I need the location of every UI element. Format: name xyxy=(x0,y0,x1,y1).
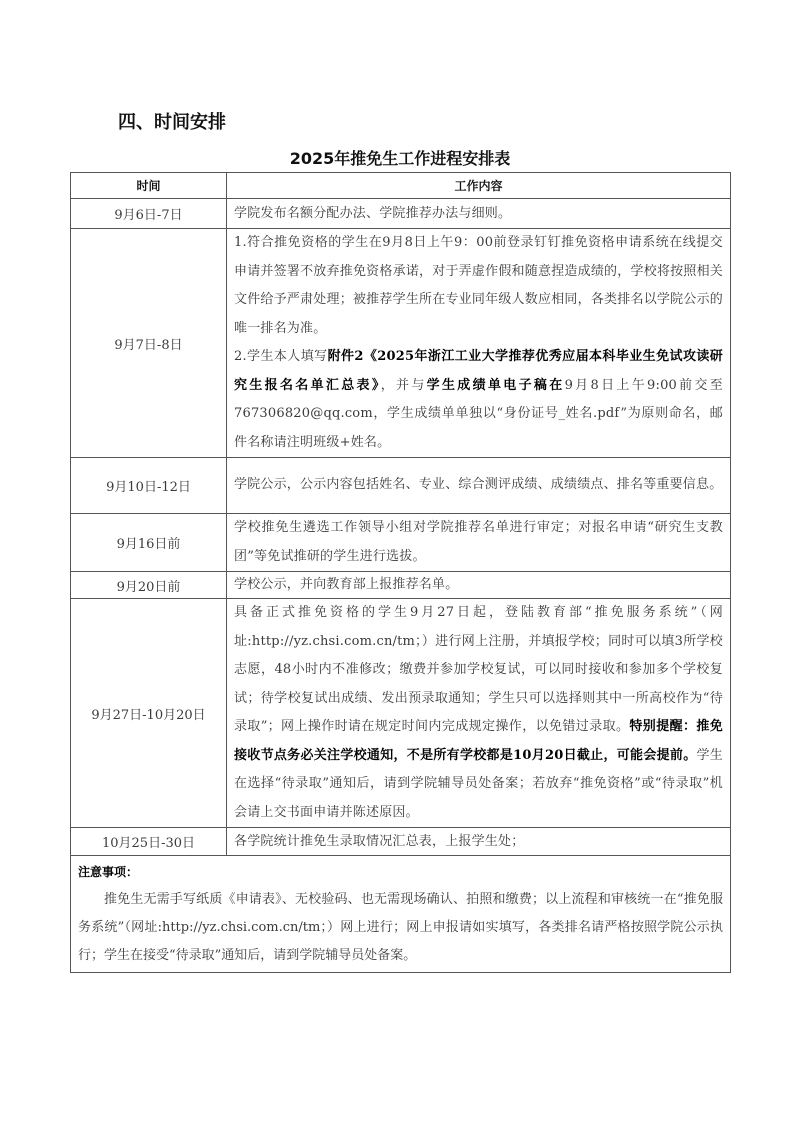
row-content xyxy=(227,199,731,229)
text-segment: ，并与 xyxy=(380,377,427,393)
notes-heading: 注意事项： xyxy=(78,865,139,879)
row-time: 9月7日-8日 xyxy=(71,229,227,458)
table-header-row xyxy=(71,173,731,199)
bold-text-segment: 学生成绩单电子稿在 xyxy=(426,377,565,393)
table-row xyxy=(71,458,731,514)
table-row xyxy=(71,229,731,458)
bold-text-segment: 特别提醒：推免接收节点务必关注学校通知，不是所有学校都是10月20日截止，可能会提前。 xyxy=(234,719,723,763)
table-row xyxy=(71,514,731,572)
row-time: 9月20日前 xyxy=(71,572,227,599)
row-time: 9月10日-12日 xyxy=(71,458,227,514)
row-content xyxy=(227,458,731,514)
table-row xyxy=(71,199,731,229)
header-content: 工作内容 xyxy=(227,173,731,199)
row-time: 10月25日-30日 xyxy=(71,828,227,856)
header-time: 时间 xyxy=(71,173,227,199)
text-segment: 具备正式推免资格的学生9月27日起，登陆教育部“推免服务系统”（网址:http://yz.chsi.com.cn/tm；）进行网上注册，并填报学校；同时可以填3所学校志愿，48小时内不准修改；缴费并参加学校复试，可以同时接收和参加多个学校复试；待学校复试出成绩、发出预录取通知；学生只可以选择则其中一所高校作为“待录取”；网上操作时请在规定时间内完成规定操作，以免错过录取。 xyxy=(234,605,723,734)
row-time: 9月6日-7日 xyxy=(71,199,227,229)
row-content xyxy=(227,599,731,828)
notes-row xyxy=(71,856,731,973)
text-segment: 各学院统计推免生录取情况汇总表，上报学生处； xyxy=(234,833,525,849)
text-segment: 学生在选择“待录取”通知后，请到学院辅导员处备案；若放弃“推免资格”或“待录取”机会请上交书面申请并陈述原因。 xyxy=(234,747,723,820)
table-row xyxy=(71,599,731,828)
row-content xyxy=(227,229,731,458)
table-title: 2025年推免生工作进程安排表 xyxy=(289,149,511,168)
text-segment: 学院公示，公示内容包括姓名、专业、综合测评成绩、成绩绩点、排名等重要信息。 xyxy=(234,477,723,493)
text-segment: 学校推免生遴选工作领导小组对学院推荐名单进行审定；对报名申请“研究生支教团”等免试推研的学生进行选拔。 xyxy=(234,520,723,564)
row-content xyxy=(227,572,731,599)
row-content xyxy=(227,828,731,856)
schedule-table xyxy=(70,172,731,973)
table-row xyxy=(71,572,731,599)
section-heading: 四、时间安排 xyxy=(118,112,226,133)
text-segment: 学校公示，并向教育部上报推荐名单。 xyxy=(234,577,459,592)
notes-text: 推免生无需手写纸质《申请表》、无校验码、也无需现场确认、拍照和缴费；以上流程和审核统一在“推免服务系统”（网址:http://yz.chsi.com.cn/tm；）网上进行；网上申报请如实填写，各类排名请严格按照学院公示执行；学生在接受“待录取”通知后，请到学院辅导员处备案。 xyxy=(78,892,723,963)
row-time: 9月16日前 xyxy=(71,514,227,572)
table-row xyxy=(71,828,731,856)
text-segment: 2.学生本人填写 xyxy=(234,349,328,364)
bold-text-segment: 附件2《2025年浙江工业大学推荐优秀应届本科毕业生免试攻读研究生报名名单汇总表》 xyxy=(234,349,723,393)
row-content xyxy=(227,514,731,572)
text-segment: 学院发布名额分配办法、学院推荐办法与细则。 xyxy=(234,205,512,221)
row-time: 9月27日-10月20日 xyxy=(71,599,227,828)
text-segment: 9月8日上午9:00前交至767306820@qq.com，学生成绩单单独以“身份证号_姓名.pdf”为原则命名，邮件名称请注明班级+姓名。 xyxy=(234,377,723,450)
text-segment: 1.符合推免资格的学生在9月8日上午9：00前登录钉钉推免资格申请系统在线提交申请并签署不放弃推免资格承诺，对于弄虚作假和随意捏造成绩的，学校将按照相关文件给予严肃处理；被推荐学生所在专业同年级人数应相同，各类排名以学院公示的唯一排名为准。 xyxy=(234,235,723,336)
